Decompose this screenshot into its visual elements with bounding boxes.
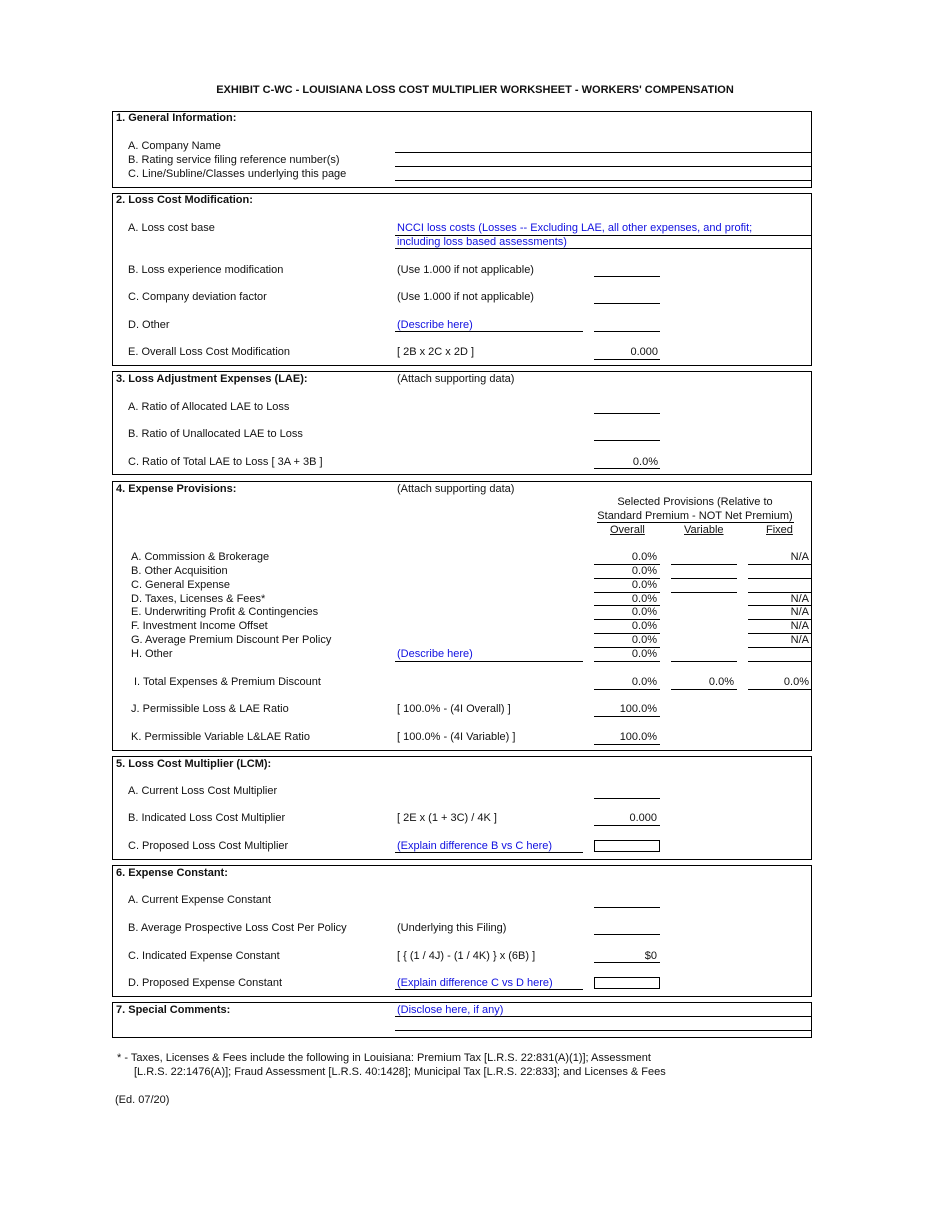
expense-fixed: N/A (790, 551, 809, 563)
proposed-lcm-explain[interactable]: (Explain difference B vs C here) (397, 840, 553, 852)
special-comments-disclose[interactable]: (Disclose here, if any) (397, 1004, 504, 1016)
loss-cost-base-description-1: NCCI loss costs (Losses -- Excluding LAE, all other expenses, and profit; (397, 222, 753, 234)
indicated-expense-constant-label: C. Indicated Expense Constant (128, 950, 280, 962)
section-6-heading: 6. Expense Constant: (116, 867, 228, 879)
company-name-field[interactable] (395, 152, 812, 153)
overall-rule (594, 578, 660, 579)
section-4-heading: 4. Expense Provisions: (116, 483, 237, 495)
line-subline-label: C. Line/Subline/Classes underlying this page (128, 168, 347, 180)
proposed-lcm-input[interactable] (594, 840, 660, 852)
variable-field[interactable] (671, 592, 737, 593)
avg-loss-cost-note: (Underlying this Filing) (397, 922, 507, 934)
allocated-lae-label: A. Ratio of Allocated LAE to Loss (128, 401, 290, 413)
unallocated-lae-label: B. Ratio of Unallocated LAE to Loss (128, 428, 303, 440)
selected-provisions-line-1: Selected Provisions (Relative to (617, 496, 773, 508)
expense-fixed: N/A (790, 634, 809, 646)
proposed-lcm-explain-rule (395, 852, 583, 853)
expense-label: G. Average Premium Discount Per Policy (131, 634, 332, 646)
expense-fixed: N/A (790, 620, 809, 632)
expense-overall[interactable]: 0.0% (631, 593, 657, 605)
section-1-heading: 1. General Information: (116, 112, 237, 124)
expense-overall[interactable]: 0.0% (631, 634, 657, 646)
overall-modification-rule (594, 359, 660, 360)
unallocated-lae-field[interactable] (594, 440, 660, 441)
expense-label: A. Commission & Brokerage (131, 551, 270, 563)
col-variable-header: Variable (684, 524, 724, 536)
indicated-expense-constant-formula: [ { (1 / 4J) - (1 / 4K) } x (6B) ] (397, 950, 536, 962)
section-7-heading: 7. Special Comments: (116, 1004, 231, 1016)
expense-label: E. Underwriting Profit & Contingencies (131, 606, 319, 618)
variable-field[interactable] (671, 578, 737, 579)
fixed-rule (748, 661, 811, 662)
section-4-note: (Attach supporting data) (397, 483, 515, 495)
indicated-expense-constant-value: $0 (644, 950, 657, 962)
fixed-rule (748, 605, 811, 606)
other-expense-describe[interactable]: (Describe here) (397, 648, 473, 660)
company-deviation-label: C. Company deviation factor (128, 291, 267, 303)
other-modification-describe-rule (395, 331, 583, 332)
expense-overall[interactable]: 0.0% (631, 648, 657, 660)
current-lcm-label: A. Current Loss Cost Multiplier (128, 785, 278, 797)
overall-modification-formula: [ 2B x 2C x 2D ] (397, 346, 475, 358)
overall-rule (594, 633, 660, 634)
total-variable-rule (671, 689, 737, 690)
loss-experience-label: B. Loss experience modification (128, 264, 284, 276)
variable-field[interactable] (671, 564, 737, 565)
section-2-heading: 2. Loss Cost Modification: (116, 194, 253, 206)
company-deviation-note: (Use 1.000 if not applicable) (397, 291, 534, 303)
indicated-lcm-value: 0.000 (629, 812, 657, 824)
overall-rule (594, 605, 660, 606)
expense-overall[interactable]: 0.0% (631, 620, 657, 632)
company-deviation-field[interactable] (594, 303, 660, 304)
total-fixed-rule (748, 689, 811, 690)
overall-rule (594, 619, 660, 620)
loss-cost-base-description-2: including loss based assessments) (397, 236, 567, 248)
total-lae-rule (594, 468, 660, 469)
fixed-rule (748, 578, 811, 579)
special-comments-rule-2[interactable] (395, 1030, 812, 1031)
line-subline-field[interactable] (395, 180, 812, 181)
proposed-expense-constant-label: D. Proposed Expense Constant (128, 977, 283, 989)
overall-modification-label: E. Overall Loss Cost Modification (128, 346, 291, 358)
loss-cost-base-label: A. Loss cost base (128, 222, 215, 234)
permissible-variable-label: K. Permissible Variable L&LAE Ratio (131, 731, 310, 743)
avg-loss-cost-label: B. Average Prospective Loss Cost Per Policy (128, 922, 347, 934)
total-expenses-fixed: 0.0% (783, 676, 809, 688)
indicated-lcm-label: B. Indicated Loss Cost Multiplier (128, 812, 286, 824)
overall-rule (594, 564, 660, 565)
current-expense-constant-label: A. Current Expense Constant (128, 894, 272, 906)
total-expenses-overall: 0.0% (631, 676, 657, 688)
fixed-rule (748, 633, 811, 634)
expense-fixed: N/A (790, 593, 809, 605)
fixed-rule (748, 619, 811, 620)
avg-loss-cost-field[interactable] (594, 934, 660, 935)
expense-overall[interactable]: 0.0% (631, 606, 657, 618)
permissible-loss-value: 100.0% (619, 703, 657, 715)
overall-rule (594, 661, 660, 662)
permissible-loss-label: J. Permissible Loss & LAE Ratio (131, 703, 289, 715)
footnote-line-1: * - Taxes, Licenses & Fees include the following in Louisiana: Premium Tax [L.R.S. 22:831(A)(1)]; Assessment (117, 1052, 651, 1064)
selected-provisions-line-2: Standard Premium - NOT Net Premium) (597, 510, 793, 522)
total-lae-value: 0.0% (632, 456, 658, 468)
permissible-loss-rule (594, 716, 660, 717)
special-comments-rule-1[interactable] (395, 1016, 812, 1017)
current-expense-constant-field[interactable] (594, 907, 660, 908)
total-lae-label: C. Ratio of Total LAE to Loss [ 3A + 3B ] (128, 456, 323, 468)
fixed-rule (748, 564, 811, 565)
filing-reference-label: B. Rating service filing reference number(s) (128, 154, 340, 166)
permissible-variable-value: 100.0% (619, 731, 657, 743)
permissible-variable-formula: [ 100.0% - (4I Variable) ] (397, 731, 516, 743)
proposed-lcm-label: C. Proposed Loss Cost Multiplier (128, 840, 289, 852)
other-modification-field[interactable] (594, 331, 660, 332)
expense-label: H. Other (131, 648, 173, 660)
fixed-rule (748, 592, 811, 593)
other-modification-describe[interactable]: (Describe here) (397, 319, 473, 331)
indicated-lcm-formula: [ 2E x (1 + 3C) / 4K ] (397, 812, 497, 824)
expense-label: F. Investment Income Offset (131, 620, 268, 632)
col-overall-header: Overall (610, 524, 645, 536)
page-title: EXHIBIT C-WC - LOUISIANA LOSS COST MULTIPLIER WORKSHEET - WORKERS' COMPENSATION (216, 84, 734, 96)
expense-label: C. General Expense (131, 579, 231, 591)
expense-overall[interactable]: 0.0% (631, 565, 657, 577)
indicated-expense-constant-rule (594, 962, 660, 963)
proposed-expense-constant-explain[interactable]: (Explain difference C vs D here) (397, 977, 553, 989)
variable-field[interactable] (671, 661, 737, 662)
total-expenses-variable: 0.0% (708, 676, 734, 688)
footnote-line-2: [L.R.S. 22:1476(A)]; Fraud Assessment [L.R.S. 40:1428]; Municipal Tax [L.R.S. 22:833]; and Licenses & Fees (134, 1066, 666, 1078)
proposed-expense-constant-explain-rule (395, 989, 583, 990)
allocated-lae-field[interactable] (594, 413, 660, 414)
section-2-box (112, 193, 812, 366)
loss-experience-note: (Use 1.000 if not applicable) (397, 264, 534, 276)
expense-overall[interactable]: 0.0% (631, 551, 657, 563)
edition-label: (Ed. 07/20) (115, 1094, 170, 1106)
expense-label: B. Other Acquisition (131, 565, 228, 577)
company-name-label: A. Company Name (128, 140, 221, 152)
other-expense-describe-rule (395, 661, 583, 662)
overall-rule (594, 592, 660, 593)
loss-cost-base-rule-2 (395, 248, 812, 249)
other-modification-label: D. Other (128, 319, 170, 331)
selected-provisions-rule (597, 522, 794, 523)
total-expenses-label: I. Total Expenses & Premium Discount (134, 676, 321, 688)
overall-rule (594, 647, 660, 648)
current-lcm-field[interactable] (594, 798, 660, 799)
col-fixed-header: Fixed (766, 524, 793, 536)
expense-fixed: N/A (790, 606, 809, 618)
indicated-lcm-rule (594, 825, 660, 826)
permissible-variable-rule (594, 744, 660, 745)
loss-experience-field[interactable] (594, 276, 660, 277)
section-3-heading: 3. Loss Adjustment Expenses (LAE): (116, 373, 308, 385)
filing-reference-field[interactable] (395, 166, 812, 167)
expense-overall[interactable]: 0.0% (631, 579, 657, 591)
total-overall-rule (594, 689, 660, 690)
proposed-expense-constant-input[interactable] (594, 977, 660, 989)
expense-label: D. Taxes, Licenses & Fees* (131, 593, 266, 605)
permissible-loss-formula: [ 100.0% - (4I Overall) ] (397, 703, 511, 715)
fixed-rule (748, 647, 811, 648)
overall-modification-value: 0.000 (630, 346, 658, 358)
section-3-note: (Attach supporting data) (397, 373, 515, 385)
section-5-heading: 5. Loss Cost Multiplier (LCM): (116, 758, 272, 770)
